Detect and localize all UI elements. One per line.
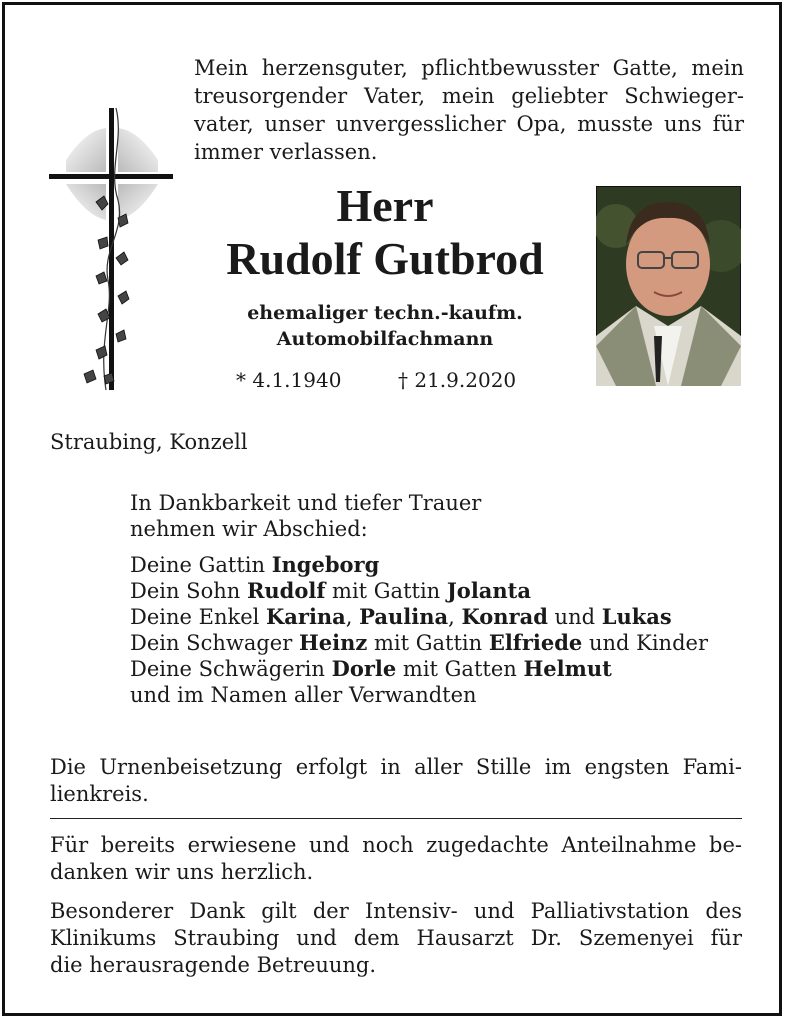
intro-line: Mein herzensguter, pflichtbewusster Gatte, mein [194, 56, 744, 80]
family-member-name: Karina [266, 604, 346, 629]
family-member-name: Dorle [331, 656, 397, 681]
profession [185, 300, 585, 352]
family-line [130, 682, 708, 708]
family-relation-text: Deine Enkel [130, 605, 267, 629]
special-thanks [50, 898, 742, 979]
farewell-text [130, 490, 481, 542]
family-line [130, 578, 708, 604]
deceased-name: Rudolf Gutbrod [226, 233, 544, 284]
family-member-name: Paulina [359, 604, 449, 629]
place-of-residence: Straubing, Konzell [50, 430, 248, 454]
family-relation-text: mit Gatten [396, 657, 524, 681]
family-relation-text: und im Namen aller Verwandten [130, 683, 477, 707]
family-line [130, 552, 708, 578]
farewell-line: In Dankbarkeit und tiefer Trauer [130, 491, 482, 515]
family-member-name: Helmut [523, 656, 612, 681]
intro-line: vater, unser unvergesslicher Opa, musste uns für [194, 112, 744, 136]
family-member-name: Elfriede [488, 630, 583, 655]
intro-line: treusorgender Vater, mein geliebter Schwieger- [194, 84, 744, 108]
salutation: Herr [336, 180, 434, 231]
birth-date: * 4.1.1940 [236, 368, 342, 392]
thanks-line: Für bereits erwiesene und noch zugedachte Anteilnahme be- [50, 833, 742, 857]
death-date: † 21.9.2020 [398, 368, 517, 392]
family-relation-text: Dein Sohn [130, 579, 247, 603]
family-relation-text: , [345, 605, 360, 629]
family-relation-text: mit Gattin [367, 631, 489, 655]
family-relation-text: und [547, 605, 602, 629]
family-relation-text: mit Gattin [325, 579, 447, 603]
family-relation-text: Deine Gattin [130, 553, 272, 577]
family-list [130, 552, 708, 708]
burial-line: Die Urnenbeisetzung erfolgt in aller Stille im engsten Fami- [50, 755, 742, 779]
family-relation-text: und Kinder [582, 631, 708, 655]
portrait-photo [596, 186, 741, 386]
intro-line: immer verlassen. [194, 140, 378, 164]
cross-with-vine-icon [46, 100, 178, 396]
family-line [130, 656, 708, 682]
profession-line: ehemaliger techn.-kaufm. [247, 302, 523, 324]
intro-text [194, 54, 744, 166]
profession-line: Automobilfachmann [276, 328, 494, 350]
special-thanks-line: Besonderer Dank gilt der Intensiv- und Palliativstation des [50, 899, 742, 923]
family-line [130, 630, 708, 656]
family-relation-text: Deine Schwägerin [130, 657, 332, 681]
family-member-name: Heinz [298, 630, 368, 655]
family-member-name: Konrad [461, 604, 548, 629]
family-member-name: Lukas [601, 604, 672, 629]
family-relation-text: , [448, 605, 462, 629]
special-thanks-line: die herausragende Betreuung. [50, 953, 377, 977]
farewell-line: nehmen wir Abschied: [130, 517, 368, 541]
family-line [130, 604, 708, 630]
burial-notice [50, 754, 742, 808]
family-relation-text: Dein Schwager [130, 631, 299, 655]
thanks-notice [50, 832, 742, 886]
thanks-line: danken wir uns herzlich. [50, 860, 314, 884]
burial-line: lienkreis. [50, 782, 149, 806]
family-member-name: Jolanta [446, 578, 531, 603]
divider [50, 818, 742, 819]
family-member-name: Ingeborg [271, 552, 380, 577]
special-thanks-line: Klinikums Straubing und dem Hausarzt Dr. Szemenyei für [50, 926, 742, 950]
family-member-name: Rudolf [246, 578, 326, 603]
